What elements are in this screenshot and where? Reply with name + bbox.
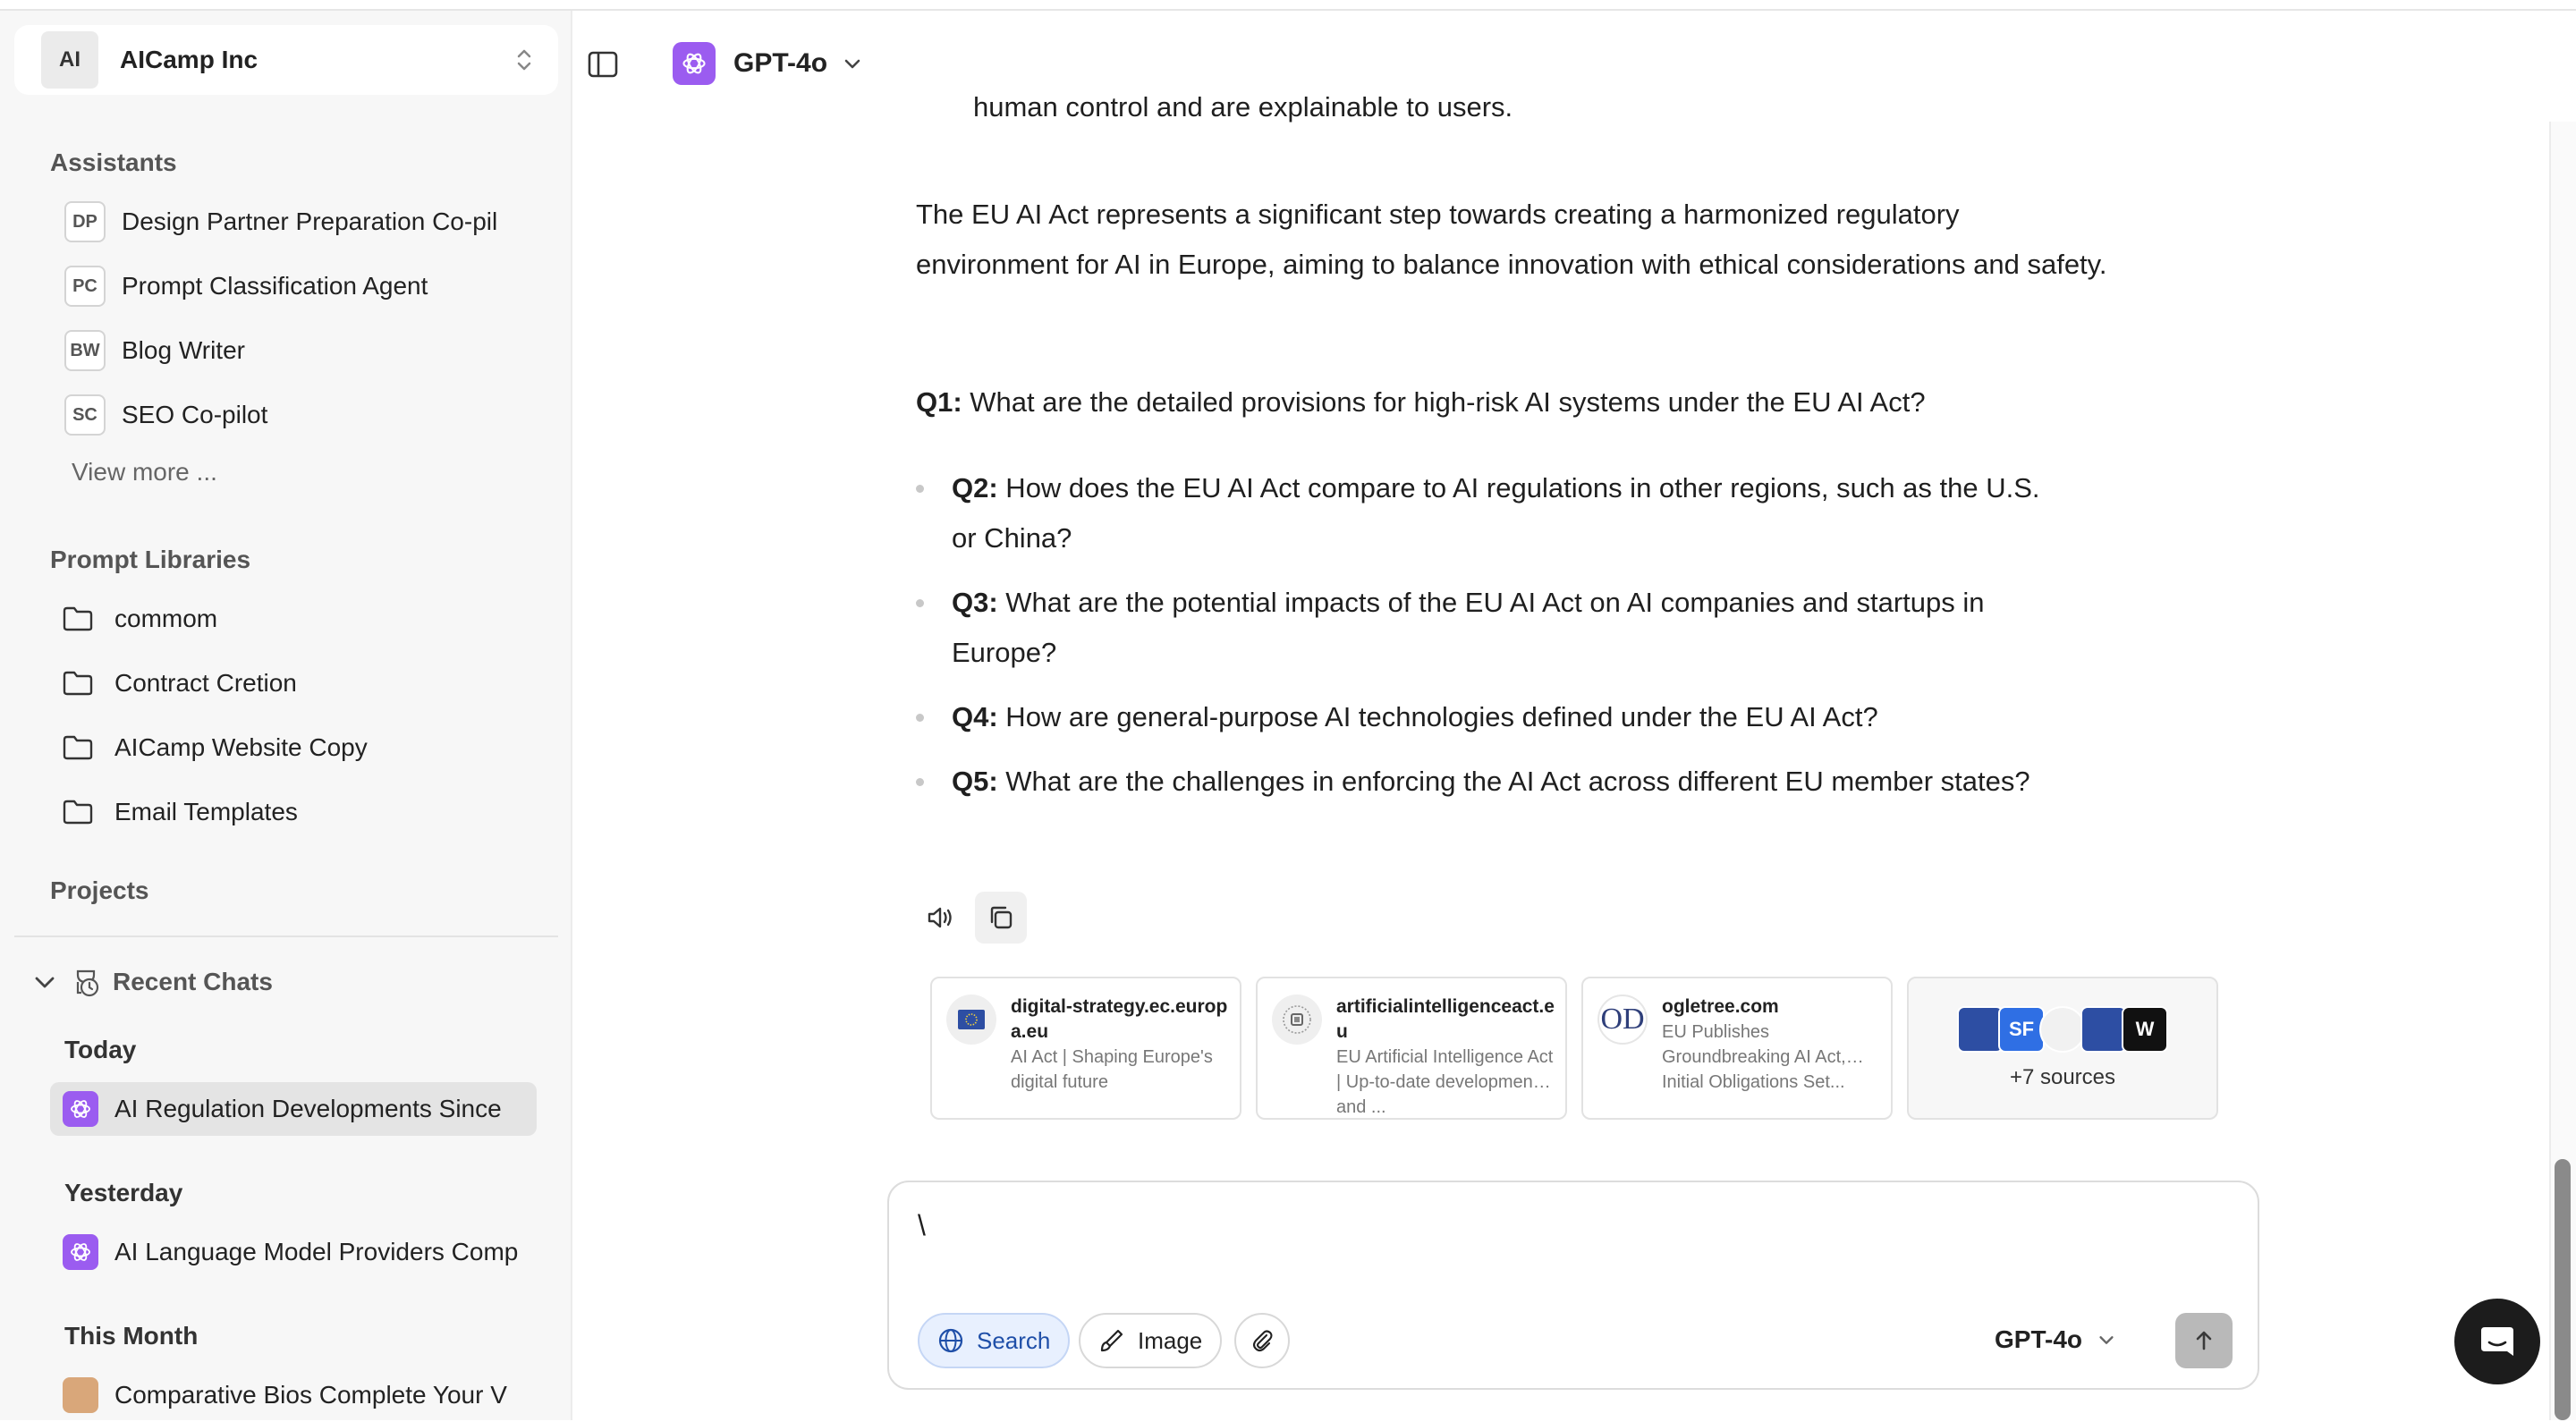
chevron-down-icon (32, 969, 57, 995)
q-label: Q5: (952, 766, 998, 797)
message-summary: The EU AI Act represents a significant step towards creating a harmonized regulatory environment for AI in Europe, aiming to balance innovation with ethical considerations and safety. (916, 199, 2107, 280)
sidebar-divider (14, 935, 558, 937)
org-name: AICamp Inc (120, 46, 258, 73)
copy-button[interactable] (975, 892, 1027, 944)
q-label: Q4: (952, 701, 998, 732)
group-this-month: This Month (64, 1322, 199, 1350)
model-selector[interactable] (673, 41, 863, 86)
library-label: Email Templates (114, 798, 298, 825)
history-icon (70, 966, 102, 998)
chat-label: Comparative Bios Complete Your V (114, 1381, 507, 1409)
image-button[interactable] (1079, 1313, 1222, 1368)
library-item[interactable] (63, 597, 217, 640)
chat-bubble-icon (2478, 1322, 2517, 1361)
more-sources-label: +7 sources (2009, 1065, 2116, 1089)
folder-icon (63, 800, 93, 825)
q-label: Q3: (952, 587, 998, 618)
view-more-link[interactable]: View more ... (72, 458, 217, 486)
assistant-item[interactable] (64, 329, 245, 372)
chat-item[interactable] (50, 1368, 537, 1422)
chevron-down-icon (842, 53, 863, 74)
source-card[interactable] (930, 977, 1241, 1120)
source-title: AI Act | Shaping Europe's digital future (1011, 1047, 1213, 1092)
q-text: How are general-purpose AI technologies defined under the EU AI Act? (997, 701, 1878, 732)
chat-header (572, 11, 2576, 122)
q-text: What are the potential impacts of the EU AI Act on AI companies and startups in Europe? (952, 587, 1985, 668)
assistant-item[interactable] (64, 394, 267, 436)
composer-model-selector[interactable] (1995, 1325, 2116, 1354)
source-title: EU Publishes Groundbreaking AI Act, Initial Obligations Set... (1662, 1022, 1846, 1092)
od-logo: OD (1597, 995, 1648, 1045)
source-domain: digital-strategy.ec.europa.eu (1011, 996, 1228, 1042)
recent-chats-title: Recent Chats (113, 968, 273, 995)
paperclip-icon (1249, 1327, 1275, 1354)
group-today: Today (64, 1036, 137, 1063)
assistant-badge: SC (64, 394, 106, 436)
image-label: Image (1138, 1326, 1203, 1354)
recent-chats-header[interactable] (32, 961, 273, 1003)
read-aloud-button[interactable] (914, 892, 966, 944)
library-item[interactable] (63, 726, 368, 769)
model-name: GPT-4o (733, 48, 828, 78)
source-title: EU Artificial Intelligence Act | Up-to-date developments and ... (1336, 1047, 1554, 1117)
assistant-label: Prompt Classification Agent (122, 272, 428, 300)
scrollbar-thumb[interactable] (2555, 1159, 2571, 1420)
assistant-badge: PC (64, 266, 106, 307)
question-q1 (916, 377, 2114, 427)
assistant-item[interactable] (64, 265, 428, 308)
brush-icon (1098, 1327, 1125, 1354)
composer-model-name: GPT-4o (1995, 1325, 2083, 1353)
assistant-avatar-icon (63, 1377, 98, 1413)
projects-title[interactable]: Projects (50, 876, 149, 904)
search-toggle-button[interactable] (918, 1313, 1070, 1368)
sf-logo-icon: SF (1998, 1006, 2045, 1053)
search-label: Search (977, 1326, 1051, 1354)
chat-item[interactable] (50, 1225, 537, 1279)
globe-icon (937, 1327, 964, 1354)
openai-icon (673, 42, 716, 85)
followup-item[interactable] (952, 578, 2061, 678)
q-label: Q1: (916, 386, 962, 418)
followup-item[interactable] (952, 463, 2061, 563)
group-yesterday: Yesterday (64, 1179, 183, 1206)
library-label: Contract Cretion (114, 669, 297, 697)
chat-item-active[interactable] (50, 1082, 537, 1136)
speaker-icon (925, 902, 955, 933)
source-domain: ogletree.com (1662, 996, 1779, 1017)
library-label: AICamp Website Copy (114, 733, 368, 761)
assistant-label: Design Partner Preparation Co-pil (122, 207, 498, 235)
q-text: What are the detailed provisions for high-risk AI systems under the EU AI Act? (962, 386, 1926, 418)
source-favicon-stack (1957, 1006, 2168, 1053)
eu-flag-icon (1957, 1006, 2004, 1053)
assistant-item[interactable] (64, 200, 497, 243)
org-switcher[interactable] (14, 25, 558, 95)
eu-flag-icon (946, 995, 996, 1045)
chat-label: AI Language Model Providers Comp (114, 1238, 519, 1265)
copy-icon (987, 903, 1015, 932)
w-logo-icon: W (2122, 1006, 2168, 1053)
library-label: commom (114, 605, 218, 632)
message-fragment: human control and are explainable to users. (973, 91, 1513, 123)
openai-icon (63, 1234, 98, 1270)
assistant-label: Blog Writer (122, 336, 245, 364)
chat-label: AI Regulation Developments Since (114, 1095, 502, 1122)
attach-button[interactable] (1234, 1313, 1290, 1368)
arrow-up-icon (2190, 1327, 2217, 1354)
org-badge: AI (41, 31, 98, 89)
eu-flag-icon (2080, 1006, 2127, 1053)
sidebar-toggle-icon[interactable] (585, 47, 621, 82)
prompt-libraries-title: Prompt Libraries (50, 546, 251, 573)
assistant-badge: DP (64, 201, 106, 242)
composer-input[interactable]: \ (918, 1209, 926, 1241)
folder-icon (63, 735, 93, 760)
folder-icon (63, 606, 93, 631)
source-cards (930, 977, 2218, 1120)
assistant-label: SEO Co-pilot (122, 401, 268, 428)
folder-icon (63, 671, 93, 696)
message-actions (914, 892, 1027, 944)
q-text: What are the challenges in enforcing the AI Act across different EU member states? (997, 766, 2030, 797)
openai-icon (63, 1091, 98, 1127)
assistant-badge: BW (64, 330, 106, 371)
source-card[interactable] (1581, 977, 1893, 1120)
chevron-down-icon (2097, 1330, 2116, 1350)
assistants-title: Assistants (50, 148, 177, 176)
library-item[interactable] (63, 791, 298, 834)
q-label: Q2: (952, 472, 998, 504)
source-card[interactable] (1256, 977, 1567, 1120)
chip-icon (1272, 995, 1322, 1045)
send-button[interactable] (2175, 1313, 2233, 1368)
message-composer[interactable] (887, 1181, 2259, 1390)
q-text: How does the EU AI Act compare to AI regulations in other regions, such as the U.S. or China? (952, 472, 2040, 554)
source-domain: artificialintelligenceact.eu (1336, 996, 1555, 1042)
followup-item[interactable] (952, 757, 2061, 807)
sidebar (0, 11, 572, 1420)
library-item[interactable] (63, 662, 297, 705)
more-sources-card[interactable] (1907, 977, 2218, 1120)
chevron-updown-icon (512, 42, 537, 78)
support-chat-button[interactable] (2454, 1299, 2540, 1384)
eu-badge-icon (2039, 1006, 2086, 1053)
followup-item[interactable] (952, 692, 2061, 742)
top-strip (0, 0, 2576, 11)
